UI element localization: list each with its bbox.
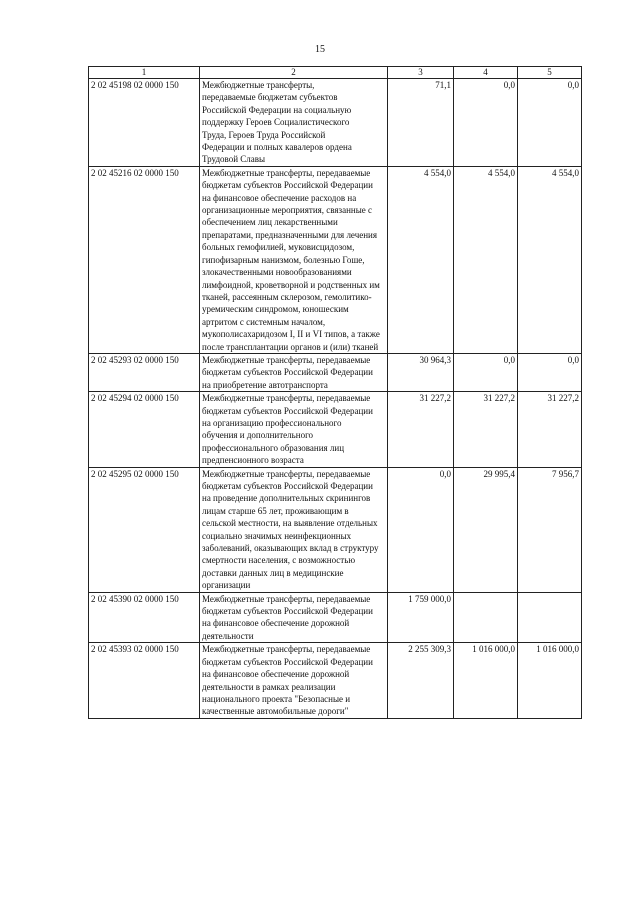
description-text: Межбюджетные трансферты, передаваемые бюджетам субъектов Российской Федерации на проведение дополнительных скринингов лицам старше 65 лет, проживающим в сельской местности, на выявление отдельных социально значимых неинфекционных заболеваний, оказывающих вклад в структуру смертности населения, с возможностью доставки данных лиц в медицинские организации xyxy=(202,468,379,591)
description-text: Межбюджетные трансферты, передаваемые бюджетам субъектов Российской Федерации на финансовое обеспечение расходов на организационные мероприятия, связанные с обеспечением лиц лекарственными препаратами, предназначенными для лечения больных гемофилией, муковисцидозом, гипофизарным нанизмом, болезнью Гоше, злокачественными новообразованиями лимфоидной, кроветворной и родственных им тканей, рассеянным склерозом, гемолитико-уремическим синдромом, юношеским артритом с системным началом, мукополисахаридозом I, II и VI типов, а также после трансплантации органов и (или) тканей xyxy=(202,167,380,352)
budget-code: 2 02 45294 02 0000 150 xyxy=(89,392,200,467)
value-col5 xyxy=(518,592,582,643)
budget-code: 2 02 45295 02 0000 150 xyxy=(89,467,200,592)
value-col5: 0,0 xyxy=(518,79,582,167)
budget-code: 2 02 45393 02 0000 150 xyxy=(89,643,200,718)
description-text: Межбюджетные трансферты, передаваемые бюджетам субъектов Российской Федерации на социальную поддержку Героев Социалистического Труда, Героев Труда Российской Федерации и полных кавалеров ордена Трудовой Славы xyxy=(202,80,352,165)
description-text: Межбюджетные трансферты, передаваемые бюджетам субъектов Российской Федерации на финансовое обеспечение дорожной деятельности в рамках реализации национального проекта "Безопасные и качественные автомобильные дороги" xyxy=(202,644,373,717)
description-text: Межбюджетные трансферты, передаваемые бюджетам субъектов Российской Федерации на финансовое обеспечение дорожной деятельности xyxy=(202,593,373,641)
table-header-row xyxy=(89,67,582,79)
value-col5: 7 956,7 xyxy=(518,467,582,592)
column-header-4: 4 xyxy=(454,67,518,79)
value-col4: 4 554,0 xyxy=(454,166,518,353)
table-row xyxy=(89,79,582,167)
value-col3: 1 759 000,0 xyxy=(388,592,454,643)
row-description xyxy=(200,166,388,353)
table-row xyxy=(89,643,582,718)
value-col4: 0,0 xyxy=(454,353,518,391)
column-header-3: 3 xyxy=(388,67,454,79)
value-col4: 31 227,2 xyxy=(454,392,518,467)
table-row xyxy=(89,353,582,391)
table-row xyxy=(89,467,582,592)
column-header-5: 5 xyxy=(518,67,582,79)
table-row xyxy=(89,592,582,643)
budget-code: 2 02 45390 02 0000 150 xyxy=(89,592,200,643)
column-header-2: 2 xyxy=(200,67,388,79)
value-col5: 4 554,0 xyxy=(518,166,582,353)
value-col3: 4 554,0 xyxy=(388,166,454,353)
value-col3: 2 255 309,3 xyxy=(388,643,454,718)
budget-table xyxy=(88,66,582,719)
description-text: Межбюджетные трансферты, передаваемые бюджетам субъектов Российской Федерации на приобретение автотранспорта xyxy=(202,354,373,390)
value-col4: 0,0 xyxy=(454,79,518,167)
row-description xyxy=(200,467,388,592)
value-col4: 1 016 000,0 xyxy=(454,643,518,718)
value-col5: 0,0 xyxy=(518,353,582,391)
budget-code: 2 02 45198 02 0000 150 xyxy=(89,79,200,167)
value-col3: 30 964,3 xyxy=(388,353,454,391)
row-description xyxy=(200,392,388,467)
page-number: 15 xyxy=(315,44,325,55)
row-description xyxy=(200,353,388,391)
budget-code: 2 02 45293 02 0000 150 xyxy=(89,353,200,391)
value-col3: 71,1 xyxy=(388,79,454,167)
row-description xyxy=(200,79,388,167)
row-description xyxy=(200,643,388,718)
table-row xyxy=(89,166,582,353)
table-row xyxy=(89,392,582,467)
value-col5: 31 227,2 xyxy=(518,392,582,467)
value-col3: 0,0 xyxy=(388,467,454,592)
budget-code: 2 02 45216 02 0000 150 xyxy=(89,166,200,353)
value-col4: 29 995,4 xyxy=(454,467,518,592)
column-header-1: 1 xyxy=(89,67,200,79)
value-col3: 31 227,2 xyxy=(388,392,454,467)
description-text: Межбюджетные трансферты, передаваемые бюджетам субъектов Российской Федерации на организацию профессионального обучения и дополнительного профессионального образования лиц предпенсионного возраста xyxy=(202,393,373,466)
value-col5: 1 016 000,0 xyxy=(518,643,582,718)
value-col4 xyxy=(454,592,518,643)
row-description xyxy=(200,592,388,643)
